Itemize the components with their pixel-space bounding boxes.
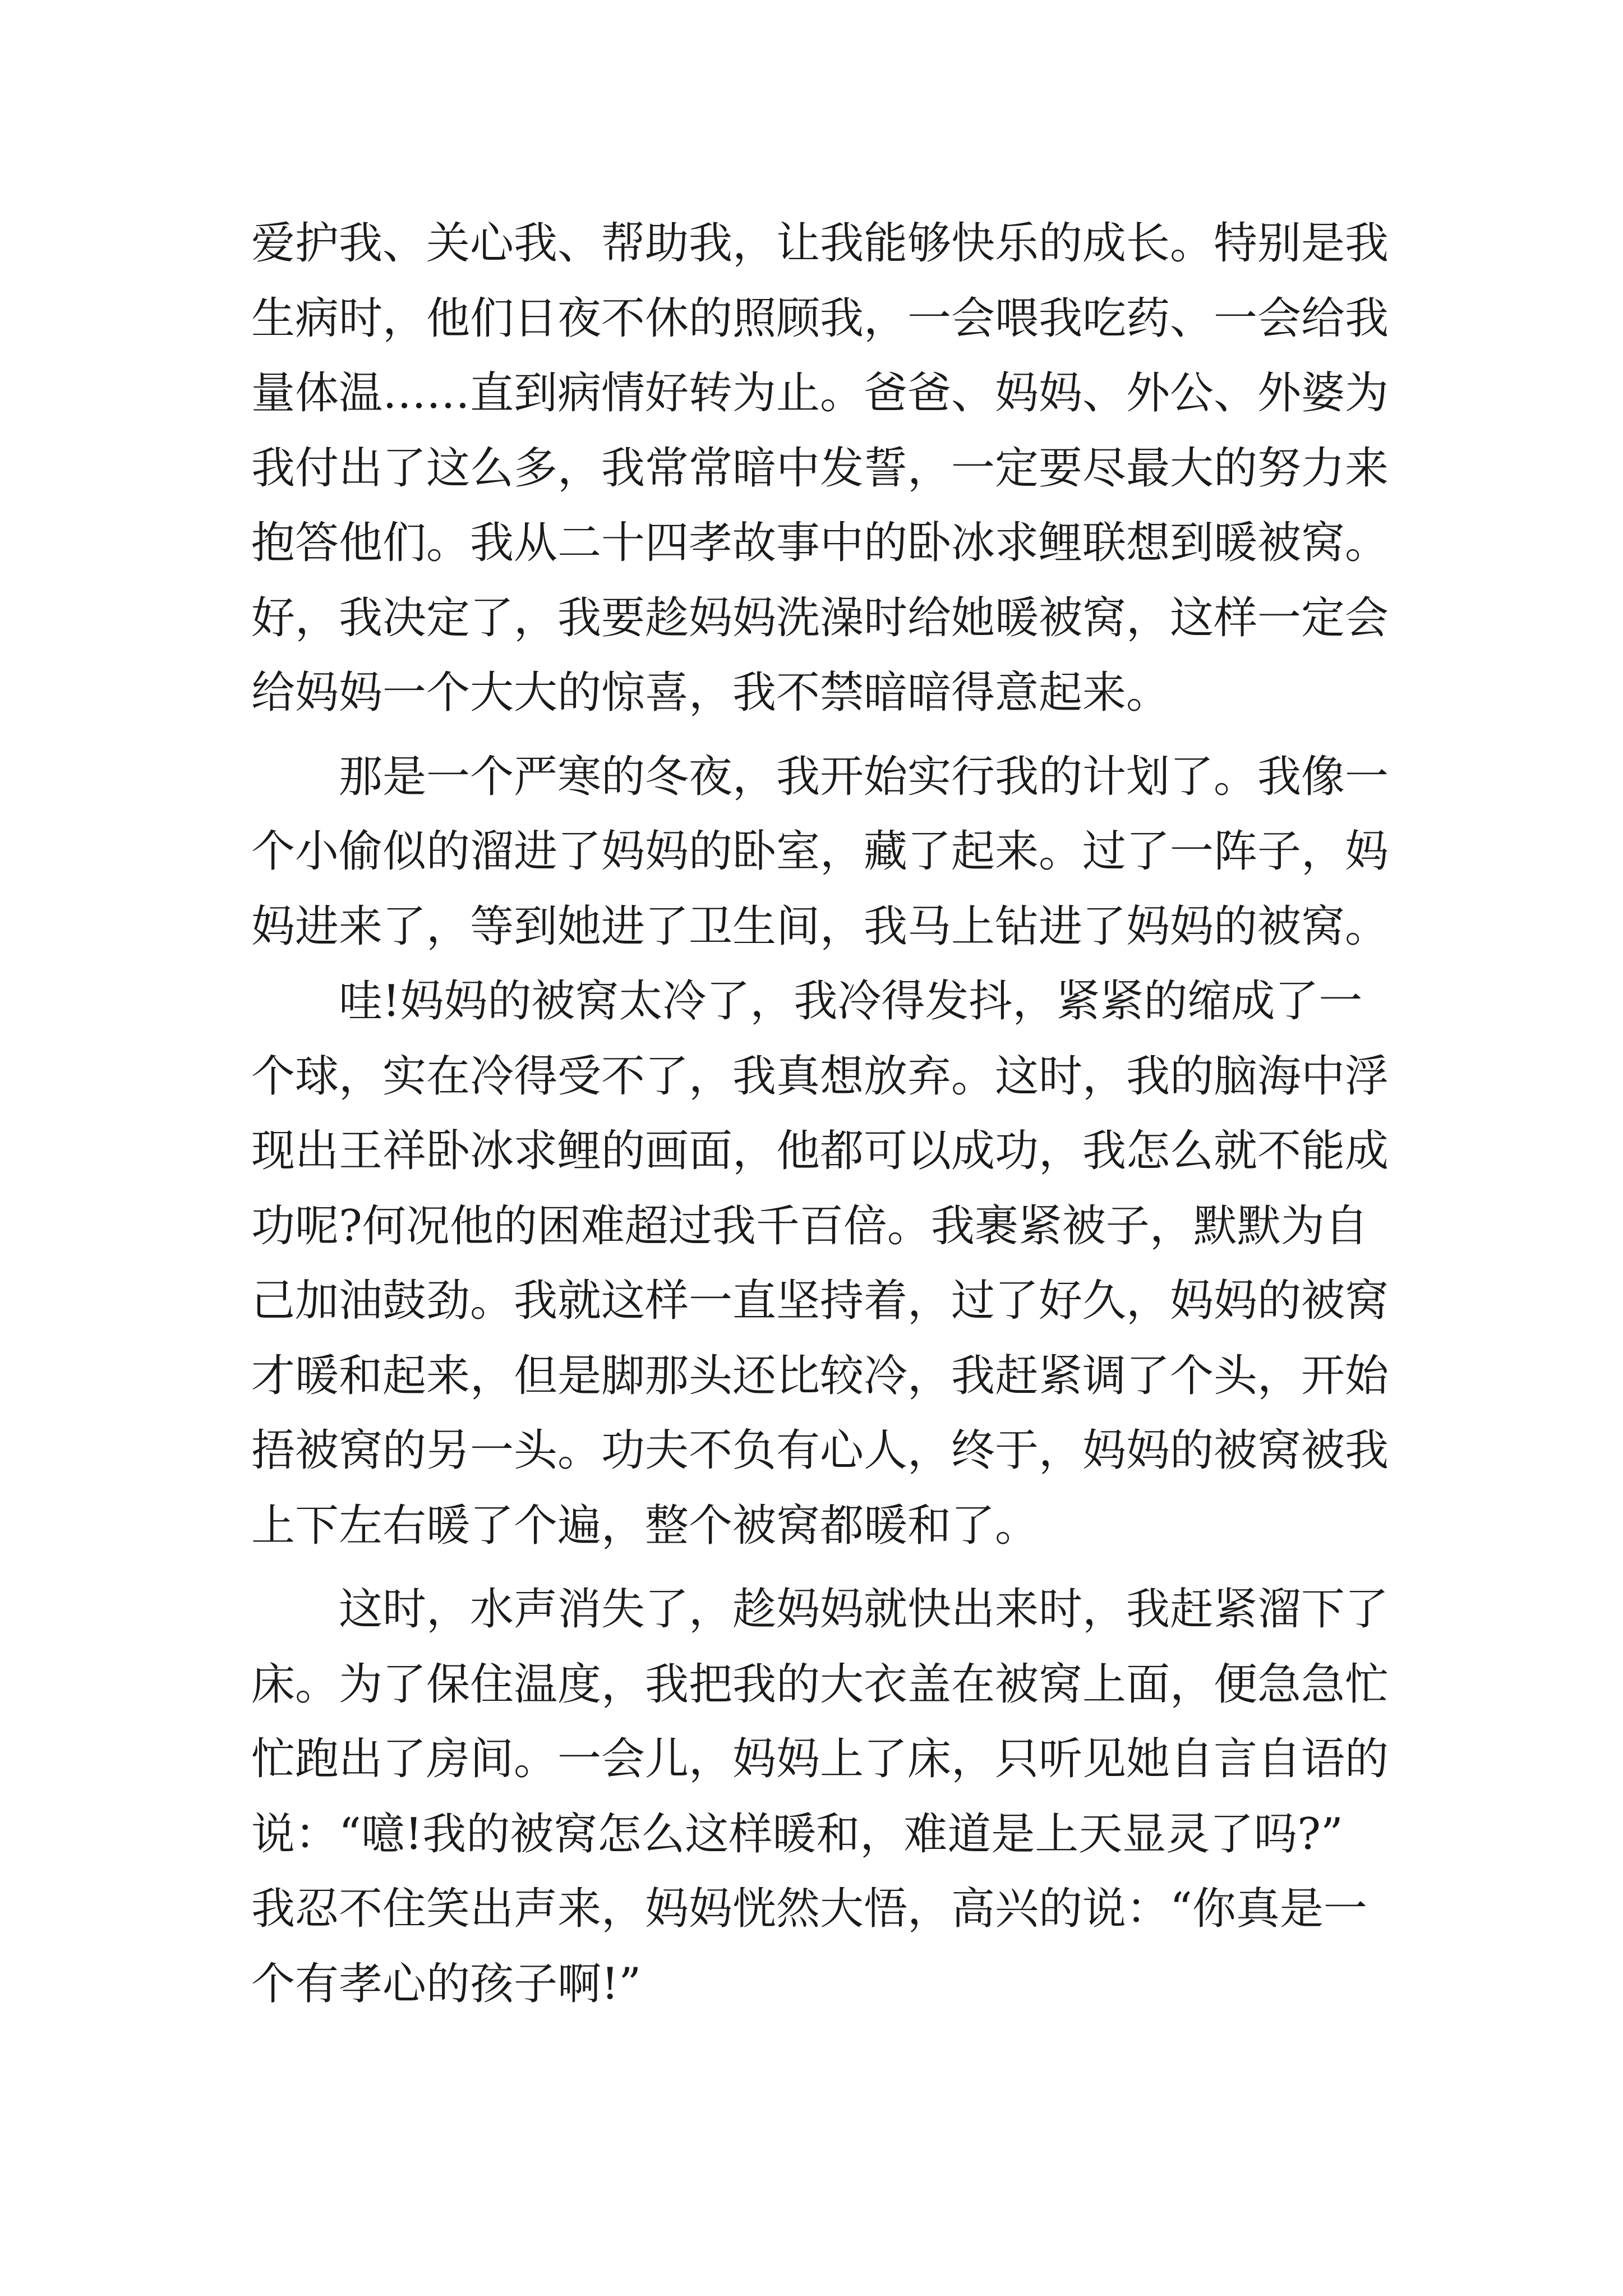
text-line: 爱护我、关心我、帮助我，让我能够快乐的成长。特别是我 xyxy=(251,218,1389,269)
text-line: 功呢?何况他的困难超过我千百倍。我裹紧被子，默默为自 xyxy=(251,1200,1368,1251)
text-line: 那是一个严寒的冬夜，我开始实行我的计划了。我像一 xyxy=(251,751,1389,802)
text-line: 妈进来了，等到她进了卫生间，我马上钻进了妈妈的被窝。 xyxy=(251,901,1389,952)
text-line: 好，我决定了，我要趁妈妈洗澡时给她暖被窝，这样一定会 xyxy=(251,592,1389,643)
text-line: 个有孝心的孩子啊!” xyxy=(251,1958,642,2009)
text-line: 生病时，他们日夜不休的照顾我，一会喂我吃药、一会给我 xyxy=(251,293,1389,344)
paragraph-3 xyxy=(251,964,1389,1563)
text-line: 才暖和起来，但是脚那头还比较冷，我赶紧调了个头，开始 xyxy=(251,1350,1389,1401)
text-line: 哇!妈妈的被窝太冷了，我冷得发抖，紧紧的缩成了一 xyxy=(251,976,1363,1027)
paragraph-1 xyxy=(251,206,1389,731)
text-line: 床。为了保住温度，我把我的大衣盖在被窝上面，便急急忙 xyxy=(251,1659,1389,1710)
text-line: 忙跑出了房间。一会儿，妈妈上了床，只听见她自言自语的 xyxy=(251,1734,1389,1784)
text-line: 这时，水声消失了，趁妈妈就快出来时，我赶紧溜下了 xyxy=(251,1584,1389,1635)
text-line: 给妈妈一个大大的惊喜，我不禁暗暗得意起来。 xyxy=(251,668,1170,718)
text-line: 我忍不住笑出声来，妈妈恍然大悟，高兴的说：“你真是一 xyxy=(251,1884,1367,1934)
text-line: 抱答他们。我从二十四孝故事中的卧冰求鲤联想到暖被窝。 xyxy=(251,518,1389,568)
text-line: 我付出了这么多，我常常暗中发誓，一定要尽最大的努力来 xyxy=(251,443,1389,494)
text-line: 个小偷似的溜进了妈妈的卧室，藏了起来。过了一阵子，妈 xyxy=(251,826,1389,877)
paragraph-2 xyxy=(251,740,1389,965)
text-line: 量体温……直到病情好转为止。爸爸、妈妈、外公、外婆为 xyxy=(251,368,1389,418)
text-line: 说：“噫!我的被窝怎么这样暖和，难道是上天显灵了吗?” xyxy=(251,1809,1343,1860)
text-line: 现出王祥卧冰求鲤的画面，他都可以成功，我怎么就不能成 xyxy=(251,1126,1389,1176)
text-line: 上下左右暖了个遍，整个被窝都暖和了。 xyxy=(251,1500,1039,1551)
text-line: 己加油鼓劲。我就这样一直坚持着，过了好久，妈妈的被窝 xyxy=(251,1276,1389,1326)
paragraph-spacing xyxy=(251,731,1384,740)
paragraph-spacing xyxy=(251,1563,1384,1572)
text-line: 个球，实在冷得受不了，我真想放弃。这时，我的脑海中浮 xyxy=(251,1051,1389,1102)
essay-body xyxy=(251,206,1389,2022)
paragraph-4 xyxy=(251,1572,1389,2022)
text-line: 捂被窝的另一头。功夫不负有心人，终于，妈妈的被窝被我 xyxy=(251,1425,1389,1476)
